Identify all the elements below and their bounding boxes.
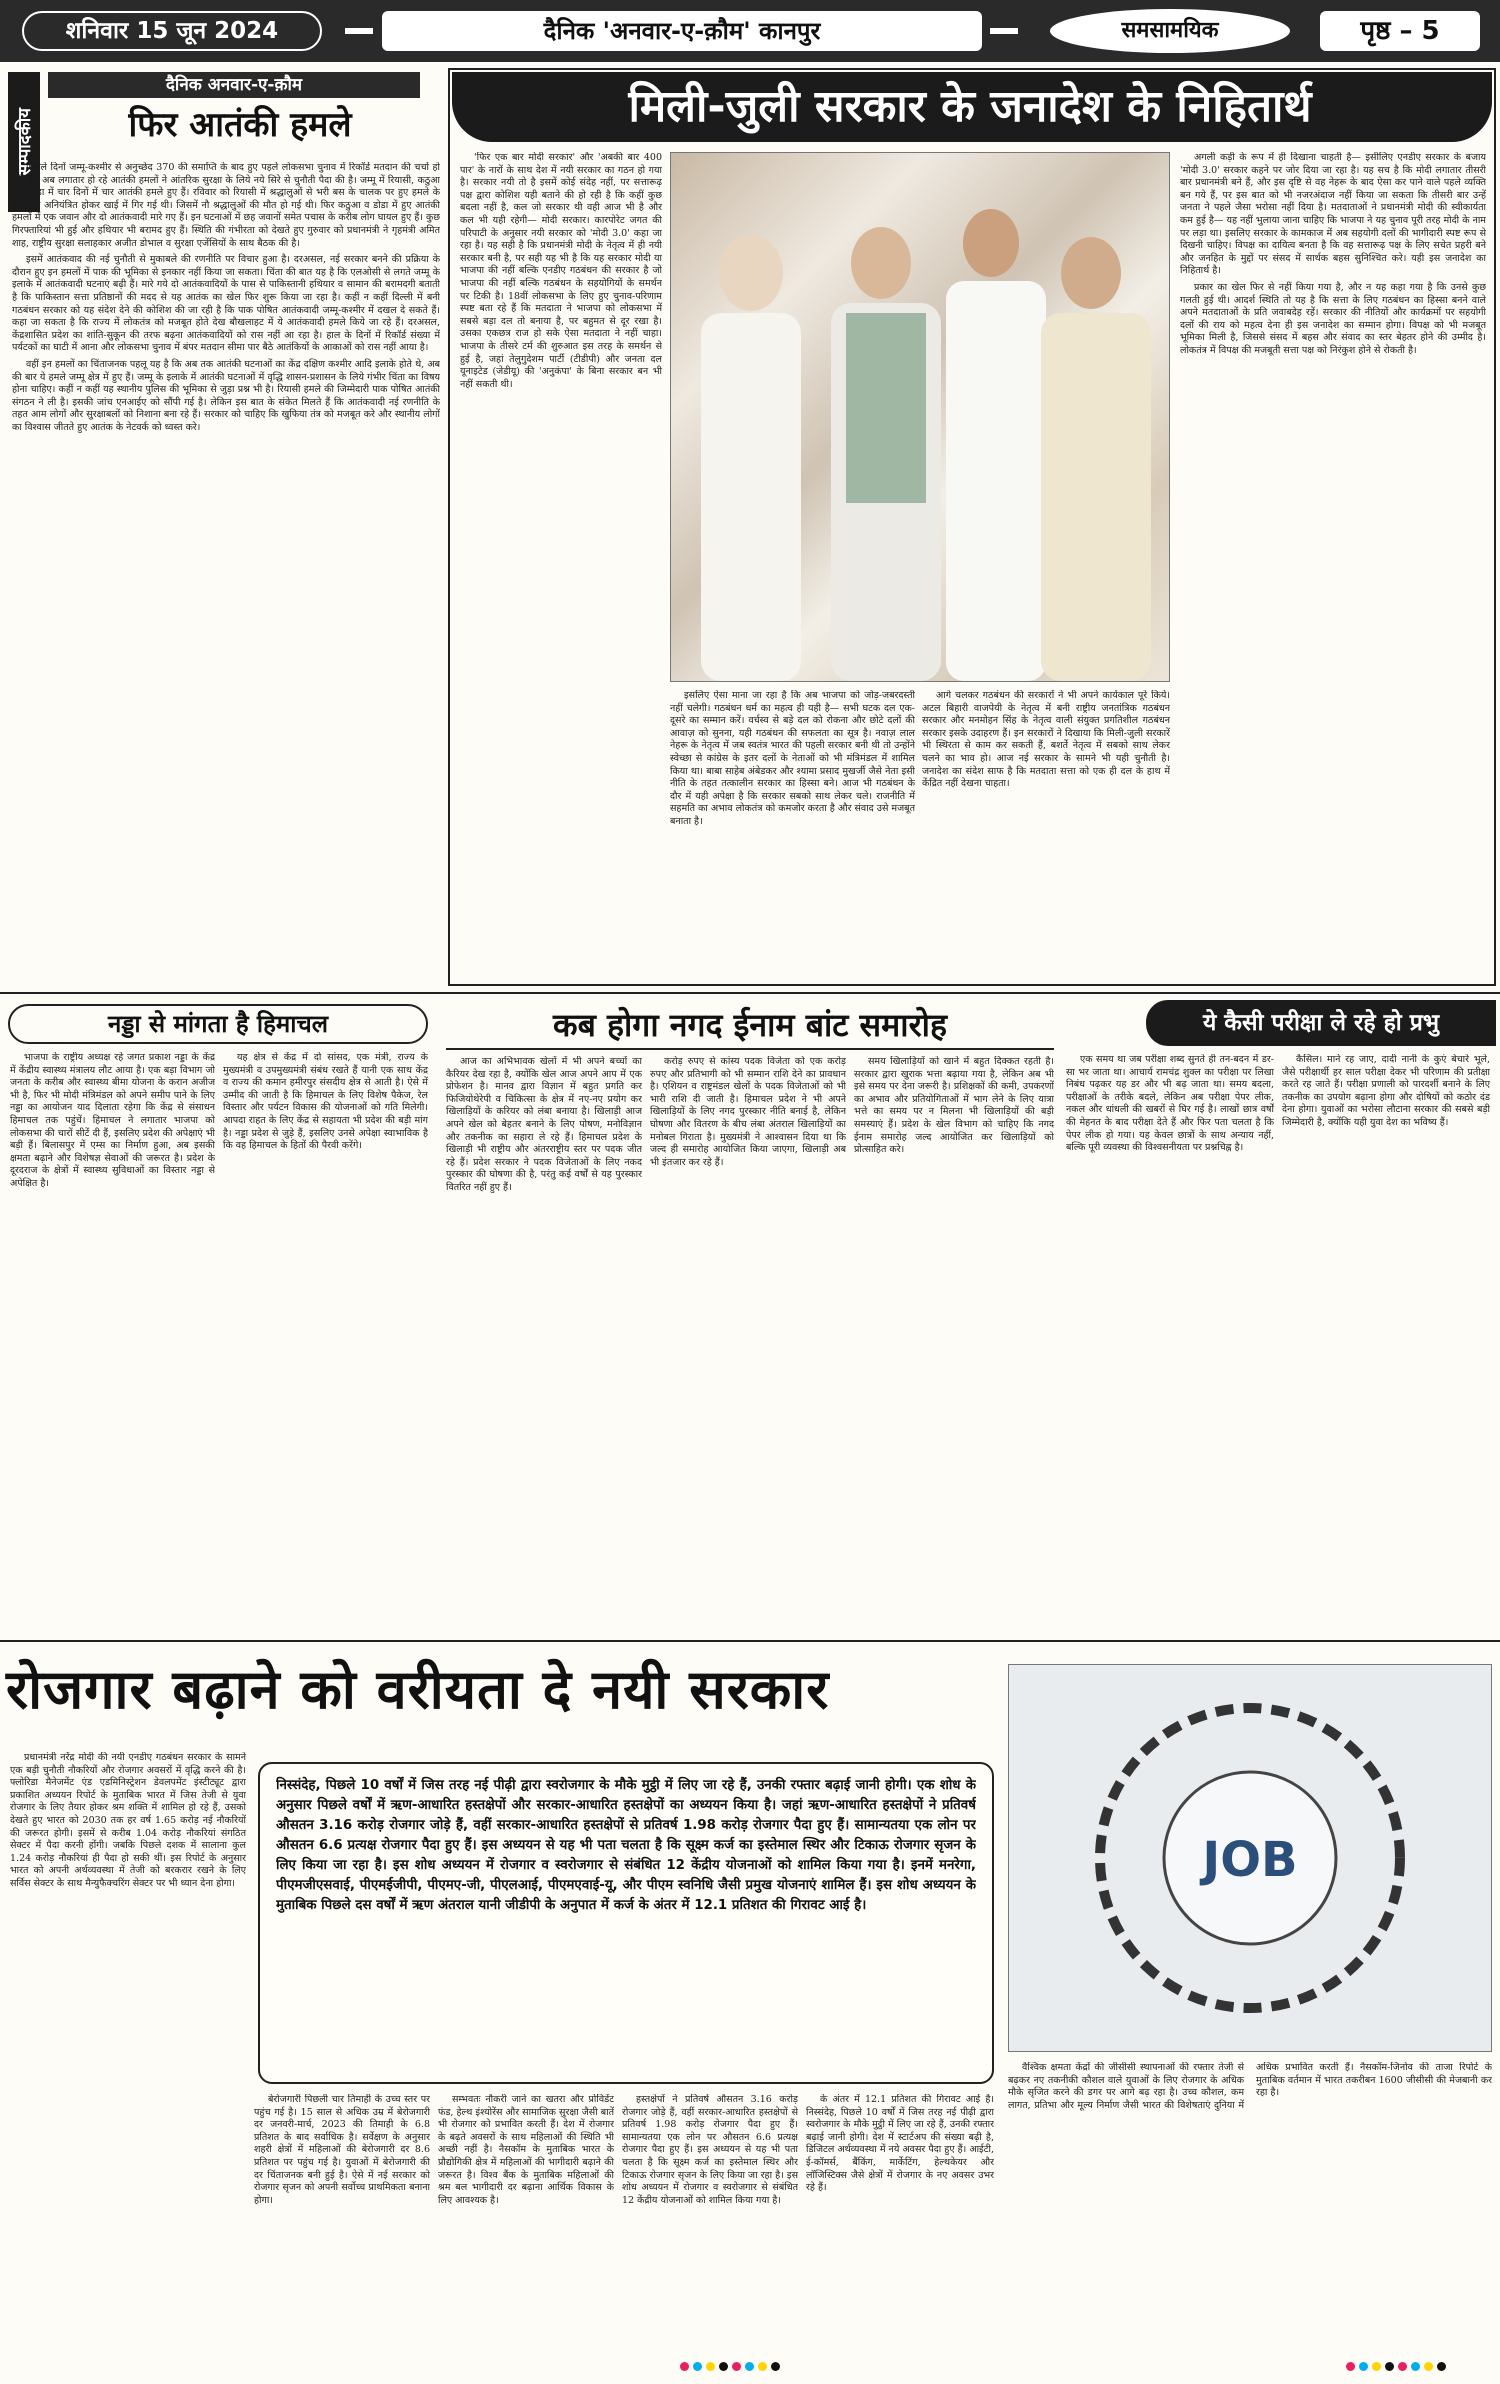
lead-paragraph: अगली कड़ी के रूप में ही दिखाना चाहती है— इसीलिए एनडीए सरकार के बजाय 'मोदी 3.0' सरकार कहने पर जोर दिया जा रहा है। यह सच है कि मोदी लगातार तीसरी बार प्रधानमंत्री बने हैं, और इस दृष्टि से वह नेहरू के बाद ऐसा कर पाने वाले पहले व्यक्ति बन गये हैं, पर इस बात को भी नजरअंदाज नहीं किया जा सकता कि तीसरी बार उन्हें जनता ने पहले जैसा भरोसा नहीं दिया है। मतदाताओं ने प्रधानमंत्री मोदी की स्वीकार्यता कम हुई है— यह नहीं भुलाया जाना चाहिए कि भाजपा ने यह चुनाव पूरी तरह मोदी के नाम पर लड़ा था। इसलिए सरकार के कामकाज में अब सहयोगी दलों की भागीदारी स्पष्ट रूप से दिखनी चाहिए। विपक्ष का दायित्व बनता है कि वह सत्तारूढ़ पक्ष के लिए सचेत प्रहरी बने और जनहित के मुद्दों पर संसद में सार्थक बहस सुनिश्चित करे। यही इस जनादेश का निहितार्थ है।	[1180, 152, 1486, 277]
registration-dot	[1385, 2362, 1394, 2371]
leaders-figures	[671, 153, 1169, 681]
header-date: शनिवार 15 जून 2024	[22, 11, 322, 51]
rozgar-left-column	[10, 1752, 246, 2348]
lead-paragraph: आगे चलकर गठबंधन की सरकारों ने भी अपने कार्यकाल पूरे किये। अटल बिहारी वाजपेयी के नेतृत्व में बनी राष्ट्रीय जनतांत्रिक गठबंधन सरकार और मनमोहन सिंह के नेतृत्व वाली संयुक्त प्रगतिशील गठबंधन सरकार इसके उदाहरण हैं। इन सरकारों ने दिखाया कि मिली-जुली सरकारें भी स्थिरता से काम कर सकती हैं, बशर्ते नेतृत्व में सबको साथ लेकर चलने का भाव हो। आज नई सरकार के सामने भी यही चुनौती है। जनादेश का संदेश साफ है कि मतदाता सत्ता को एक ही दल के हाथ में केंद्रित नहीं देखना चाहता।	[922, 690, 1170, 790]
header-section-label: समसामयिक	[1050, 9, 1290, 53]
header-ornament-right	[990, 28, 1018, 34]
lead-column-5	[1180, 152, 1486, 978]
registration-dot	[758, 2362, 767, 2371]
rozgar-column-4	[622, 2094, 798, 2348]
job-graphic-label: JOB	[1202, 1832, 1298, 1888]
editorial-paragraph: पिछले दिनों जम्मू-कश्मीर से अनुच्छेद 370 की समाप्ति के बाद हुए पहले लोकसभा चुनाव में रिकॉर्ड मतदान की चर्चा हो रही थी। अब लगातार हो रहे आतंकी हमलों ने आंतरिक सुरक्षा के लिये नये सिरे से चुनौती पैदा की है। जम्मू में रियासी, कठुआ और डोडा में चार दिनों में चार आतंकी हमले हुए हैं। रविवार को रियासी में श्रद्धालुओं से भरी बस के चालक पर हुए हमले के बाद बस अनियंत्रित होकर खाई में गिर गई थी। जिसमें नौ श्रद्धालुओं की मौत हो गई थी। फिर कठुआ व डोडा में हुए आतंकी हमलों में एक जवान और दो आतंकवादी मारे गए हैं। इन घटनाओं में छह जवानों समेत पचास के करीब लोग घायल हुए हैं। कुछ गिरफ्तारियां भी हुई और हथियार भी बरामद हुए हैं। स्थिति की गंभीरता को देखते हुए गुरुवार को प्रधानमंत्री ने गृहमंत्री अमित शाह, राष्ट्रीय सुरक्षा सलाहकार अजीत डोभाल व सुरक्षा एजेंसियों के साथ बैठक की है।	[12, 162, 440, 249]
rozgar-paragraph: बेरोजगारी पिछली चार तिमाही के उच्च स्तर पर पहुंच गई है। 15 साल से अधिक उम्र में बेरोजगारी दर जनवरी-मार्च, 2023 की तिमाही के 6.8 प्रतिशत के बाद सर्वाधिक है। सर्वेक्षण के अनुसार शहरी क्षेत्रों में महिलाओं की बेरोजगारी दर 8.6 प्रतिशत पर पहुंच गई है। युवाओं में बेरोजगारी की दर चिंताजनक बनी हुई है। ऐसे में नई सरकार को रोजगार सृजन को अपनी सर्वोच्च प्राथमिकता बनाना होगा।	[254, 2094, 430, 2206]
registration-dot	[1346, 2362, 1355, 2371]
registration-dot	[719, 2362, 728, 2371]
pariksha-column-1	[1066, 1054, 1274, 1630]
lead-paragraph: प्रकार का खेल फिर से नहीं किया गया है, और न यह कहा गया है कि उनसे कुछ गलती हुई थी। आदर्श स्थिति तो यह है कि सत्ता के लिए गठबंधन का हिस्सा बनने वाले अपने मतदाताओं के प्रति जवाबदेह रहें। सरकार की नीतियों और कार्यक्रमों पर सहयोगी दलों की राय को महत्व देना ही इस जनादेश का सम्मान होगा। विपक्ष को भी मजबूत भूमिका मिली है, जिससे संसद में बहस और संवाद का स्तर बेहतर होने की उम्मीद है। लोकतंत्र में विपक्ष की मजबूती सत्ता पक्ष को निरंकुश होने से रोकती है।	[1180, 281, 1486, 356]
registration-dot	[1372, 2362, 1381, 2371]
nagad-column-1	[446, 1056, 642, 1630]
rozgar-column-5	[806, 2094, 994, 2348]
registration-marks-left	[680, 2362, 780, 2371]
himachal-paragraph: भाजपा के राष्ट्रीय अध्यक्ष रहे जगत प्रकाश नड्डा के केंद्र में केंद्रीय स्वास्थ्य मंत्रालय लौट आया है। एक बड़ा विभाग जो जनता के करीब और स्वास्थ्य बीमा योजना के करान अजीज भी है, फिर भी मोदी मंत्रिमंडल को अपने समीप पाने के लिए नड्डा का आयोजन याद दिलाता रहेगा कि केंद्र से संसाधन हिमाचल तक पहुंचें। हिमाचल ने लगातार भाजपा को लोकसभा की चारों सीटें दी हैं, इसलिए प्रदेश की अपेक्षाएं भी बड़ी हैं। बिलासपुर में एम्स का निर्माण हुआ, अब इसकी क्षमता बढ़ाने और विशेषज्ञ सेवाओं की जरूरत है। प्रदेश के दूरदराज के क्षेत्रों में स्वास्थ्य सुविधाओं का विस्तार नड्डा से अपेक्षित है।	[10, 1052, 215, 1189]
registration-dot	[745, 2362, 754, 2371]
nagad-title-rule	[446, 1048, 1054, 1050]
header-masthead: दैनिक 'अनवार-ए-क़ौम' कानपुर	[382, 11, 982, 51]
rozgar-column-2	[254, 2094, 430, 2348]
registration-dot	[680, 2362, 689, 2371]
himachal-title: नड्डा से मांगता है हिमाचल	[108, 1010, 328, 1038]
rozgar-paragraph: वैश्विक क्षमता केंद्रों की जीसीसी स्थापनाओं की रफ्तार तेजी से बढ़कर नए तकनीकी कौशल वाले युवाओं के लिए रोजगार के अधिक मौके सृजित करने की डगर पर आगे बढ़ रहा है। उच्च कौशल, कम लागत, प्रतिभा और मूल्य निर्माण जैसी भारत की विशेषताएं दुनिया में अधिक प्रभावित करती हैं। नैसकॉम-जिनोव की ताजा रिपोर्ट के मुताबिक वर्तमान में भारत तकरीबन 1600 जीसीसी की मेजबानी कर रहा है।	[1008, 2062, 1492, 2111]
pariksha-title: ये कैसी परीक्षा ले रहे हो प्रभु	[1202, 1010, 1440, 1036]
registration-dot	[1437, 2362, 1446, 2371]
registration-dot	[1398, 2362, 1407, 2371]
nagad-paragraph: करोड़ रुपए से कांस्य पदक विजेता को एक करोड़ रुपए और प्रतिभागी को भी सम्मान राशि देने का प्रावधान है। एशियन व राष्ट्रमंडल खेलों के पदक विजेताओं को भी भारी राशि दी जाती है। हिमाचल प्रदेश ने भी अपने खिलाड़ियों के लिए नगद पुरस्कार नीति बनाई है, लेकिन घोषणा और वितरण के बीच लंबा अंतराल खिलाड़ियों का मनोबल गिराता है। मुख्यमंत्री ने आश्वासन दिया था कि जल्द ही समारोह आयोजित किया जाएगा, खिलाड़ी अब भी इंतजार कर रहे हैं।	[650, 1056, 846, 1168]
editorial-title: फिर आतंकी हमले	[128, 105, 352, 145]
registration-dot	[706, 2362, 715, 2371]
editorial-paragraph: इसमें आतंकवाद की नई चुनौती से मुकाबले की रणनीति पर विचार हुआ है। दरअसल, नई सरकार बनने की प्रक्रिया के दौरान हुए इन हमलों में पाक की भूमिका से इनकार नहीं किया जा सकता। चिंता की बात यह है कि एलओसी से लगते जम्मू के इलाके में आतंकवादी घटनाएं बढ़ी हैं। मारे गये दो आतंकवादियों के पास से पाकिस्तानी हथियार व सामान की बरामदगी बताती है कि पाकिस्तान सत्ता प्रतिष्ठानों की मदद से यह आतंक का खेल फिर शुरू किया जा रहा है। कहीं न कहीं दिल्ली में बनी गठबंधन सरकार को यह संदेश देने की कोशिश की जा रही है कि पाक पोषित आतंकवादी जम्मू-कश्मीर में दखल दे सकते हैं। कहा जा सकता है कि राज्य में लोकतंत्र को मजबूत होते देख बौखलाहट में ये आतंकवादी हमले किये जा रहे हैं। दरअसल, केंद्रशासित प्रदेश का शांति-सुकून की तरफ बढ़ना आतंकवादियों को रास नहीं आ रहा है। हाल के दिनों में रिकॉर्ड संख्या में पर्यटकों का घाटी में आना और लोकसभा चुनाव में बंपर मतदान सीमा पार बैठे आतंकियों के आकाओं को रास नहीं आया है।	[12, 254, 440, 354]
section-divider	[0, 1640, 1500, 1642]
lead-title: मिली-जुली सरकार के जनादेश के निहितार्थ	[628, 81, 1312, 132]
rozgar-paragraph: सम्भवतः नौकरी जाने का खतरा और प्रोविडेंट फंड, हेल्थ इंश्योरेंस और सामाजिक सुरक्षा जैसी बातें भी रोजगार को प्रभावित करती हैं। देश में रोजगार के बढ़ते अवसरों के साथ महिलाओं की स्थिति भी अच्छी नहीं है। नैसकॉम के मुताबिक भारत के प्रौद्योगिकी क्षेत्र में महिलाओं की भागीदारी बढ़ाने की जरूरत है। विश्व बैंक के मुताबिक महिलाओं की श्रम बल भागीदारी दर बढ़ाना आर्थिक विकास के लिए आवश्यक है।	[438, 2094, 614, 2206]
editorial-side-label: सम्पादकीय	[8, 72, 40, 212]
section-divider	[0, 992, 1500, 994]
rozgar-column-6	[1008, 2062, 1492, 2348]
rozgar-column-3	[438, 2094, 614, 2348]
lead-column-1	[460, 152, 662, 978]
lead-paragraph: 'फिर एक बार मोदी सरकार' और 'अबकी बार 400 पार' के नारों के साथ देश में नयी सरकार का गठन हो गया है। सरकार नयी तो है इसमें कोई संदेह नहीं, पर सत्तारूढ़ पक्ष द्वारा कोशिश यही बताने की हो रही है कि कहीं कुछ बदला नहीं है, कल जो सरकार थी वही आज भी है और कल भी यही रहेगी— मोदी सरकार। कारपोरेट जगत की परिपाटी के अनुसार नयी सरकार को 'मोदी 3.0' कहा जा रहा है। यह सही है कि प्रधानमंत्री मोदी के नेतृत्व में ही नयी सरकार बनी है, पर सही यह भी है कि यह सरकार मोदी या भाजपा की नहीं बल्कि एनडीए गठबंधन की सरकार है जो भाजपा की नहीं बल्कि गठबंधन के सहयोगियों के समर्थन पर टिकी है। 18वीं लोकसभा के लिए हुए चुनाव-परिणाम स्पष्ट बता रहे हैं कि मतदाता ने भाजपा को लोकसभा में सबसे बड़ा दल तो बनाया है, पर बहुमत से दूर रखा है। उसका एकछत्र राज हो सके ऐसा मतदाता ने नहीं चाहा। भाजपा के तीसरे टर्म की शुरुआत इस तरह के समर्थन से हुई है, जहां तेलुगुदेशम पार्टी (टीडीपी) और जनता दल यूनाइटेड (जेडीयू) की 'अनुकंपा' के बिना सरकार बन भी नहीं सकती थी।	[460, 152, 662, 390]
header-page-number: पृष्ठ – 5	[1320, 11, 1480, 51]
pariksha-paragraph: एक समय था जब परीक्षा शब्द सुनते ही तन-बदन में डर-सा भर जाता था। आचार्य रामचंद्र शुक्ल का परीक्षा पर लिखा निबंध पढ़कर यह डर और भी बढ़ जाता था। समय बदला, परीक्षाओं के तरीके बदले, लेकिन अब परीक्षा पेपर लीक, नकल और धांधली की खबरों से घिर गई है। लाखों छात्र वर्षों की मेहनत के बाद परीक्षा देते हैं और फिर पता चलता है कि पेपर लीक हो गया। यह केवल छात्रों के साथ अन्याय नहीं, बल्कि पूरी व्यवस्था की विश्वसनीयता पर प्रश्नचिह्न है।	[1066, 1054, 1274, 1154]
lead-paragraph: इसलिए ऐसा माना जा रहा है कि अब भाजपा को जोड़-जबरदस्ती नहीं चलेगी। गठबंधन धर्म का महत्व ही यही है— सभी घटक दल एक-दूसरे का सम्मान करें। वर्चस्व से बड़े दल को रोकना और छोटे दलों की आवाज़ को सुनना, यही गठबंधन की सफलता का सूत्र है। नवाज़ लाल नेहरू के नेतृत्व में जब स्वतंत्र भारत की पहली सरकार बनी थी तो उन्होंने स्वेच्छा से कांग्रेस के इतर दलों के नेताओं को भी मंत्रिमंडल में शामिल किया था। बाबा साहेब अंबेडकर और श्यामा प्रसाद मुखर्जी जैसे नेता इसी नीति के तहत तत्कालीन सरकार का हिस्सा बने। आज भी गठबंधन के दौर में यही अपेक्षा है कि सरकार सबको साथ लेकर चले। राजनीति में सहमति का अभाव लोकतंत्र को कमजोर करता है और संवाद उसे मजबूत बनाता है।	[670, 690, 915, 827]
pariksha-paragraph: कैसिल। माने रह जाए, दादी नानी के कुएं बेचारे भूले, जैसे परीक्षार्थी हर साल परीक्षा देकर भी परिणाम की प्रतीक्षा करते रह जाते हैं। परीक्षा प्रणाली को पारदर्शी बनाने के लिए तकनीक का उपयोग बढ़ाना होगा और दोषियों को कठोर दंड देना होगा। युवाओं का भरोसा लौटाना सरकार की सबसे बड़ी जिम्मेदारी है, क्योंकि यही युवा देश का भविष्य हैं।	[1282, 1054, 1490, 1128]
nagad-column-3	[854, 1056, 1054, 1630]
registration-dot	[1359, 2362, 1368, 2371]
lead-column-3	[922, 690, 1170, 978]
rozgar-paragraph: हस्तक्षेपों ने प्रतिवर्ष औसतन 3.16 करोड़ रोजगार जोड़े हैं, वहीं सरकार-आधारित हस्तक्षेपों से प्रतिवर्ष 1.98 करोड़ रोजगार पैदा हुए हैं। सामान्यतया एक लोन पर औसतन 6.6 प्रत्यक्ष रोजगार पैदा हुए हैं। इस अध्ययन से यह भी पता चलता है कि सूक्ष्म कर्ज का इस्तेमाल स्थिर और टिकाऊ रोजगार सृजन के लिए किया जा रहा है। इस शोध अध्ययन में रोजगार व स्वरोजगार से संबंधित 12 केंद्रीय योजनाओं को शामिल किया गया है।	[622, 2094, 798, 2206]
himachal-column-1	[10, 1052, 215, 1630]
rozgar-highlight-text: निस्संदेह, पिछले 10 वर्षों में जिस तरह नई पीढ़ी द्वारा स्वरोजगार के मौके मुट्ठी में लिए जा रहे हैं, उनकी रफ्तार बढ़ाई जानी होगी। एक शोध के अनुसार पिछले वर्षों में ऋण-आधारित हस्तक्षेपों और सरकार-आधारित हस्तक्षेपों का अध्ययन किया है। जहां ऋण-आधारित हस्तक्षेपों ने प्रतिवर्ष औसतन 3.16 करोड़ रोजगार जोड़े हैं, वहीं सरकार-आधारित हस्तक्षेपों से प्रतिवर्ष 1.98 करोड़ रोजगार पैदा हुए हैं। सामान्यतया एक लोन पर औसतन 6.6 प्रत्यक्ष रोजगार पैदा हुए हैं। इस अध्ययन से यह भी पता चलता है कि सूक्ष्म कर्ज का इस्तेमाल स्थिर और टिकाऊ रोजगार सृजन के लिए किया जा रहा है। इस शोध अध्ययन में रोजगार व स्वरोजगार से संबंधित 12 केंद्रीय योजनाओं को शामिल किया गया है। इनमें मनरेगा, पीएमजीएसवाई, पीएमईजीपी, पीएमए-जी, पीएलआई, पीएमएवाई-यू, और पीएम स्वनिधि जैसी प्रमुख योजनाएं शामिल हैं। इस शोध अध्ययन के मुताबिक पिछले दस वर्षों में ऋण अंतराल यानी जीडीपी के अनुपात में कर्ज के अंतर में 12.1 प्रतिशत की गिरावट आई है।	[276, 1778, 976, 1913]
nagad-column-2	[650, 1056, 846, 1630]
nagad-title: कब होगा नगद ईनाम बांट समारोह	[553, 1006, 947, 1044]
rozgar-title: रोजगार बढ़ाने को वरीयता दे नयी सरकार	[6, 1658, 830, 1721]
editorial-paper-name: दैनिक अनवार-ए-क़ौम	[48, 72, 420, 98]
rozgar-paragraph: के अंतर में 12.1 प्रतिशत की गिरावट आई है। निस्संदेह, पिछले 10 वर्षों में जिस तरह नई पीढ़ी द्वारा स्वरोजगार के मौके मुट्ठी में लिए जा रहे हैं, उनकी रफ्तार बढ़ाई जानी होगी। देश में स्टार्टअप की संख्या बढ़ी है, डिजिटल अर्थव्यवस्था में नये अवसर पैदा हुए हैं। आईटी, ई-कॉमर्स, बैंकिंग, मार्केटिंग, हेल्थकेयर और लॉजिस्टिक्स जैसे क्षेत्रों में रोजगार के नए अवसर उभर रहे हैं।	[806, 2094, 994, 2194]
registration-dot	[693, 2362, 702, 2371]
editorial-body	[12, 162, 440, 982]
registration-dot	[1424, 2362, 1433, 2371]
nagad-paragraph: समय खिलाड़ियों को खाने में बहुत दिक्कत रहती है। सरकार द्वारा खुराक भत्ता बढ़ाया गया है, लेकिन अब भी इसे समय पर देना जरूरी है। प्रशिक्षकों की कमी, उपकरणों का अभाव और प्रतियोगिताओं में भाग लेने के लिए यात्रा भत्ते का समय पर न मिलना भी खिलाड़ियों की बड़ी समस्याएं हैं। प्रदेश के खेल विभाग को चाहिए कि नगद ईनाम समारोह जल्द आयोजित कर खिलाड़ियों को प्रोत्साहित करे।	[854, 1056, 1054, 1156]
nagad-paragraph: आज का अभिभावक खेलों में भी अपने बच्चों का कैरियर देख रहा है, क्योंकि खेल आज अपने आप में एक प्रोफेशन है। मानव द्वारा विज्ञान में बहुत प्रगति कर फिजियोथेरेपी व चिकित्सा के क्षेत्र में नए-नए प्रयोग कर खिलाड़ियों के करियर को लंबा बनाया है। खिलाड़ी आज अपने खेल को बेहतर बनाने के लिए पोषण, मनोविज्ञान और तकनीक का सहारा ले रहे हैं। हिमाचल प्रदेश के खिलाड़ी भी राष्ट्रीय और अंतरराष्ट्रीय स्तर पर पदक जीत रहे हैं। प्रदेश सरकार ने पदक विजेताओं के लिए नकद पुरस्कार की घोषणा की है, परंतु कई वर्षों से यह पुरस्कार वितरित नहीं हुए हैं।	[446, 1056, 642, 1193]
himachal-column-2	[223, 1052, 428, 1630]
lead-column-2-body	[670, 690, 915, 978]
leaders-photo	[670, 152, 1170, 682]
registration-dot	[771, 2362, 780, 2371]
registration-dot	[732, 2362, 741, 2371]
pariksha-column-2	[1282, 1054, 1490, 1630]
editorial-paragraph: वहीं इन हमलों का चिंताजनक पहलू यह है कि अब तक आतंकी घटनाओं का केंद्र दक्षिण कश्मीर आदि इलाके होते थे, अब की बार ये हमले जम्मू क्षेत्र में हुए हैं। जम्मू के इलाके में आतंकी घटनाओं में वृद्धि शासन-प्रशासन के लिये गंभीर चिंता का विषय होना चाहिए। कहीं न कहीं यह स्थानीय पुलिस की भूमिका से जुड़ा प्रश्न भी है। रियासी हमले की जिम्मेदारी पाक पोषित आतंकी संगठन ने ली है। इसकी जांच एनआईए को सौंपी गई है। लेकिन इस बात के संकेत मिलते हैं कि आतंकवादी नई रणनीति के तहत आम लोगों और सुरक्षाबलों को निशाना बना रहे हैं। सरकार को चाहिए कि खुफिया तंत्र को मजबूत करे और स्थानीय लोगों का विश्वास जीतते हुए आतंक के नेटवर्क को ध्वस्त करे।	[12, 358, 440, 433]
registration-marks-right	[1346, 2362, 1446, 2371]
registration-dot	[1411, 2362, 1420, 2371]
himachal-paragraph: यह क्षेत्र से केंद्र में दो सांसद, एक मंत्री, राज्य के मुख्यमंत्री व उपमुख्यमंत्री संबंध रखते हैं यानी एक साथ केंद्र व राज्य की कमान हमीरपुर संसदीय क्षेत्र से आती है। ऐसे में उम्मीद की जाती है कि हिमाचल के लिए विशेष पैकेज, रेल विस्तार और पर्यटन विकास की योजनाओं को गति मिलेगी। आपदा राहत के लिए केंद्र से सहायता भी प्रदेश की बड़ी मांग है। नड्डा प्रदेश से जुड़े हैं, इसलिए उनसे अपेक्षा स्वाभाविक है कि वह हिमाचल के हितों की पैरवी करेंगे।	[223, 1052, 428, 1152]
rozgar-paragraph: प्रधानमंत्री नरेंद्र मोदी की नयी एनडीए गठबंधन सरकार के सामने एक बड़ी चुनौती नौकरियों और रोजगार अवसरों में वृद्धि करने की है। फ्लोरिडा मैनेजमेंट एंड एडमिनिस्ट्रेशन डेवलपमेंट इंस्टीट्यूट द्वारा प्रकाशित अध्ययन रिपोर्ट के मुताबिक भारत में जिस तेजी से युवा रोजगार के लिए तैयार होकर श्रम शक्ति में शामिल हो रहे हैं, उसको देखते हुए भारत को 2030 तक हर वर्ष 1.65 करोड़ नई नौकरियों की जरूरत होगी। इसमें से करीब 1.04 करोड़ नौकरियां संगठित सेक्टर में पैदा करनी होंगी। जबकि पिछले दशक में सालाना कुल 1.24 करोड़ नौकरियां ही पैदा हो सकी थीं। इस रिपोर्ट के अनुसार भारत को अपनी अर्थव्यवस्था में तेजी को बरकरार रखने के लिए सर्विस सेक्टर के साथ मैन्युफैक्चरिंग सेक्टर पर भी ध्यान देना होगा।	[10, 1752, 246, 1889]
header-ornament-left	[345, 28, 373, 34]
